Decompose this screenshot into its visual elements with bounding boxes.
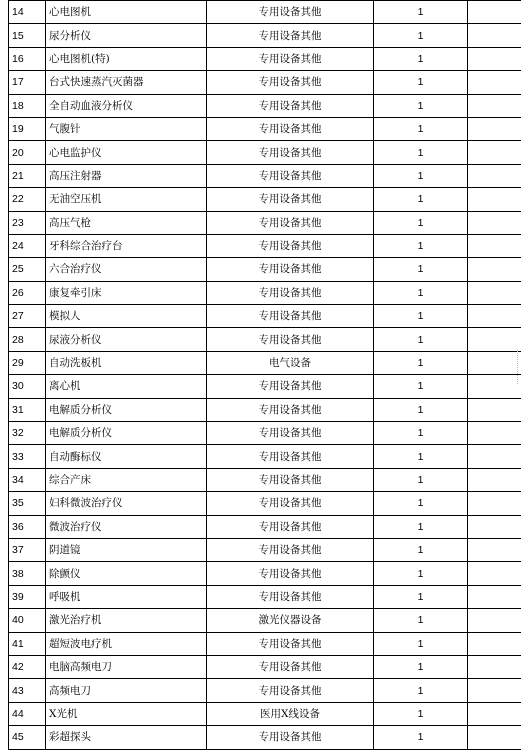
equipment-name-cell: 六合治疗仪: [46, 258, 207, 281]
equipment-quantity-cell: 1: [374, 188, 468, 211]
equipment-category-cell: 专用设备其他: [207, 445, 374, 468]
equipment-quantity-cell: 1: [374, 515, 468, 538]
row-number-cell: 14: [9, 1, 46, 24]
equipment-category-cell: 专用设备其他: [207, 632, 374, 655]
row-number-cell: 41: [9, 632, 46, 655]
table-row: [9, 562, 521, 585]
row-number-cell: 38: [9, 562, 46, 585]
equipment-category-cell: 专用设备其他: [207, 211, 374, 234]
equipment-category-cell: 专用设备其他: [207, 585, 374, 608]
row-number-cell: 39: [9, 585, 46, 608]
equipment-name-cell: X光机: [46, 702, 207, 725]
row-number-cell: 35: [9, 492, 46, 515]
row-number-cell: 40: [9, 609, 46, 632]
equipment-note-cell: [468, 1, 521, 24]
equipment-name-cell: 除颤仪: [46, 562, 207, 585]
equipment-quantity-cell: 1: [374, 234, 468, 257]
equipment-quantity-cell: 1: [374, 281, 468, 304]
equipment-name-cell: 尿液分析仪: [46, 328, 207, 351]
equipment-quantity-cell: 1: [374, 538, 468, 561]
equipment-name-cell: 阴道镜: [46, 538, 207, 561]
equipment-quantity-cell: 1: [374, 305, 468, 328]
equipment-category-cell: 医用X线设备: [207, 702, 374, 725]
equipment-category-cell: 专用设备其他: [207, 141, 374, 164]
equipment-name-cell: 呼吸机: [46, 585, 207, 608]
equipment-quantity-cell: 1: [374, 211, 468, 234]
row-number-cell: 17: [9, 71, 46, 94]
row-number-cell: 45: [9, 726, 46, 749]
equipment-name-cell: 台式快速蒸汽灭菌器: [46, 71, 207, 94]
equipment-quantity-cell: 1: [374, 328, 468, 351]
table-row: [9, 468, 521, 491]
table-row: [9, 328, 521, 351]
equipment-note-cell: [468, 585, 521, 608]
row-number-cell: 21: [9, 164, 46, 187]
equipment-note-cell: [468, 538, 521, 561]
equipment-category-cell: 专用设备其他: [207, 188, 374, 211]
equipment-note-cell: [468, 24, 521, 47]
equipment-name-cell: 综合产床: [46, 468, 207, 491]
equipment-category-cell: 专用设备其他: [207, 562, 374, 585]
table-row: [9, 211, 521, 234]
table-row: [9, 141, 521, 164]
equipment-quantity-cell: 1: [374, 351, 468, 374]
row-number-cell: 34: [9, 468, 46, 491]
equipment-quantity-cell: 1: [374, 585, 468, 608]
row-number-cell: 42: [9, 655, 46, 678]
equipment-note-cell: [468, 188, 521, 211]
table-row: [9, 585, 521, 608]
equipment-name-cell: 高频电刀: [46, 679, 207, 702]
equipment-note-cell: [468, 468, 521, 491]
equipment-note-cell: [468, 398, 521, 421]
equipment-name-cell: 康复牵引床: [46, 281, 207, 304]
row-number-cell: 30: [9, 375, 46, 398]
equipment-name-cell: 心电图机(特): [46, 47, 207, 70]
equipment-note-cell: [468, 117, 521, 140]
equipment-quantity-cell: 1: [374, 117, 468, 140]
equipment-name-cell: 高压注射器: [46, 164, 207, 187]
table-row: [9, 164, 521, 187]
table-row: [9, 398, 521, 421]
equipment-note-cell: [468, 679, 521, 702]
equipment-quantity-cell: 1: [374, 398, 468, 421]
equipment-category-cell: 专用设备其他: [207, 164, 374, 187]
equipment-category-cell: 专用设备其他: [207, 679, 374, 702]
table-row: [9, 94, 521, 117]
equipment-name-cell: 心电图机: [46, 1, 207, 24]
row-number-cell: 36: [9, 515, 46, 538]
equipment-name-cell: 电解质分析仪: [46, 422, 207, 445]
equipment-note-cell: [468, 141, 521, 164]
equipment-quantity-cell: 1: [374, 71, 468, 94]
table-row: [9, 1, 521, 24]
equipment-category-cell: 专用设备其他: [207, 492, 374, 515]
row-number-cell: 31: [9, 398, 46, 421]
row-number-cell: 43: [9, 679, 46, 702]
equipment-note-cell: [468, 609, 521, 632]
equipment-category-cell: 专用设备其他: [207, 468, 374, 491]
equipment-category-cell: 专用设备其他: [207, 422, 374, 445]
equipment-category-cell: 专用设备其他: [207, 538, 374, 561]
equipment-category-cell: 激光仪器设备: [207, 609, 374, 632]
equipment-note-cell: [468, 305, 521, 328]
equipment-note-cell: [468, 655, 521, 678]
equipment-quantity-cell: 1: [374, 1, 468, 24]
equipment-name-cell: 自动洗板机: [46, 351, 207, 374]
equipment-note-cell: [468, 562, 521, 585]
row-number-cell: 22: [9, 188, 46, 211]
equipment-name-cell: 无油空压机: [46, 188, 207, 211]
table-row: [9, 281, 521, 304]
equipment-note-cell: [468, 71, 521, 94]
table-row: [9, 351, 521, 374]
equipment-category-cell: 专用设备其他: [207, 258, 374, 281]
equipment-category-cell: 专用设备其他: [207, 24, 374, 47]
equipment-note-cell: [468, 281, 521, 304]
table-row: [9, 375, 521, 398]
table-row: [9, 702, 521, 725]
equipment-table-body: [9, 1, 521, 750]
table-row: [9, 305, 521, 328]
equipment-name-cell: 高压气枪: [46, 211, 207, 234]
table-row: [9, 258, 521, 281]
equipment-name-cell: 妇科微波治疗仪: [46, 492, 207, 515]
table-row: [9, 422, 521, 445]
equipment-note-cell: [468, 258, 521, 281]
row-number-cell: 23: [9, 211, 46, 234]
equipment-category-cell: 专用设备其他: [207, 47, 374, 70]
table-row: [9, 726, 521, 749]
row-number-cell: 33: [9, 445, 46, 468]
equipment-quantity-cell: 1: [374, 375, 468, 398]
equipment-category-cell: 专用设备其他: [207, 328, 374, 351]
equipment-quantity-cell: 1: [374, 422, 468, 445]
equipment-note-cell: [468, 211, 521, 234]
equipment-category-cell: 专用设备其他: [207, 117, 374, 140]
equipment-quantity-cell: 1: [374, 468, 468, 491]
equipment-category-cell: 专用设备其他: [207, 726, 374, 749]
equipment-note-cell: [468, 375, 521, 398]
equipment-category-cell: 专用设备其他: [207, 398, 374, 421]
equipment-quantity-cell: 1: [374, 47, 468, 70]
table-row: [9, 492, 521, 515]
table-row: [9, 71, 521, 94]
equipment-note-cell: [468, 422, 521, 445]
equipment-category-cell: 专用设备其他: [207, 71, 374, 94]
equipment-category-cell: 电气设备: [207, 351, 374, 374]
equipment-name-cell: 离心机: [46, 375, 207, 398]
table-row: [9, 515, 521, 538]
row-number-cell: 18: [9, 94, 46, 117]
equipment-name-cell: 气腹针: [46, 117, 207, 140]
equipment-category-cell: 专用设备其他: [207, 1, 374, 24]
row-number-cell: 25: [9, 258, 46, 281]
equipment-quantity-cell: 1: [374, 562, 468, 585]
equipment-quantity-cell: 1: [374, 492, 468, 515]
equipment-name-cell: 全自动血液分析仪: [46, 94, 207, 117]
equipment-quantity-cell: 1: [374, 94, 468, 117]
table-row: [9, 24, 521, 47]
equipment-category-cell: 专用设备其他: [207, 305, 374, 328]
row-number-cell: 20: [9, 141, 46, 164]
equipment-note-cell: [468, 351, 521, 374]
row-number-cell: 16: [9, 47, 46, 70]
equipment-name-cell: 牙科综合治疗台: [46, 234, 207, 257]
equipment-note-cell: [468, 702, 521, 725]
equipment-name-cell: 激光治疗机: [46, 609, 207, 632]
row-number-cell: 26: [9, 281, 46, 304]
equipment-note-cell: [468, 94, 521, 117]
equipment-category-cell: 专用设备其他: [207, 281, 374, 304]
equipment-name-cell: 微波治疗仪: [46, 515, 207, 538]
equipment-table: [8, 0, 521, 750]
equipment-note-cell: [468, 328, 521, 351]
table-row: [9, 632, 521, 655]
equipment-note-cell: [468, 164, 521, 187]
table-row: [9, 655, 521, 678]
equipment-name-cell: 彩超探头: [46, 726, 207, 749]
equipment-name-cell: 模拟人: [46, 305, 207, 328]
row-number-cell: 24: [9, 234, 46, 257]
equipment-name-cell: 电脑高频电刀: [46, 655, 207, 678]
equipment-quantity-cell: 1: [374, 24, 468, 47]
table-row: [9, 609, 521, 632]
equipment-category-cell: 专用设备其他: [207, 375, 374, 398]
equipment-note-cell: [468, 47, 521, 70]
equipment-note-cell: [468, 234, 521, 257]
equipment-name-cell: 电解质分析仪: [46, 398, 207, 421]
row-number-cell: 19: [9, 117, 46, 140]
equipment-quantity-cell: 1: [374, 702, 468, 725]
equipment-note-cell: [468, 515, 521, 538]
equipment-quantity-cell: 1: [374, 726, 468, 749]
equipment-name-cell: 尿分析仪: [46, 24, 207, 47]
row-number-cell: 28: [9, 328, 46, 351]
row-number-cell: 32: [9, 422, 46, 445]
table-row: [9, 188, 521, 211]
row-number-cell: 29: [9, 351, 46, 374]
table-row: [9, 47, 521, 70]
equipment-quantity-cell: 1: [374, 445, 468, 468]
equipment-quantity-cell: 1: [374, 258, 468, 281]
equipment-note-cell: [468, 632, 521, 655]
equipment-note-cell: [468, 445, 521, 468]
equipment-quantity-cell: 1: [374, 655, 468, 678]
row-number-cell: 27: [9, 305, 46, 328]
row-number-cell: 44: [9, 702, 46, 725]
equipment-note-cell: [468, 726, 521, 749]
equipment-quantity-cell: 1: [374, 679, 468, 702]
equipment-quantity-cell: 1: [374, 632, 468, 655]
row-number-cell: 37: [9, 538, 46, 561]
table-row: [9, 117, 521, 140]
equipment-quantity-cell: 1: [374, 164, 468, 187]
equipment-name-cell: 超短波电疗机: [46, 632, 207, 655]
table-row: [9, 679, 521, 702]
equipment-name-cell: 自动酶标仪: [46, 445, 207, 468]
equipment-category-cell: 专用设备其他: [207, 515, 374, 538]
equipment-quantity-cell: 1: [374, 609, 468, 632]
equipment-category-cell: 专用设备其他: [207, 94, 374, 117]
equipment-quantity-cell: 1: [374, 141, 468, 164]
equipment-category-cell: 专用设备其他: [207, 655, 374, 678]
equipment-note-cell: [468, 492, 521, 515]
page-edge-mark: [517, 350, 520, 384]
row-number-cell: 15: [9, 24, 46, 47]
table-row: [9, 234, 521, 257]
table-row: [9, 445, 521, 468]
table-row: [9, 538, 521, 561]
equipment-category-cell: 专用设备其他: [207, 234, 374, 257]
equipment-name-cell: 心电监护仪: [46, 141, 207, 164]
